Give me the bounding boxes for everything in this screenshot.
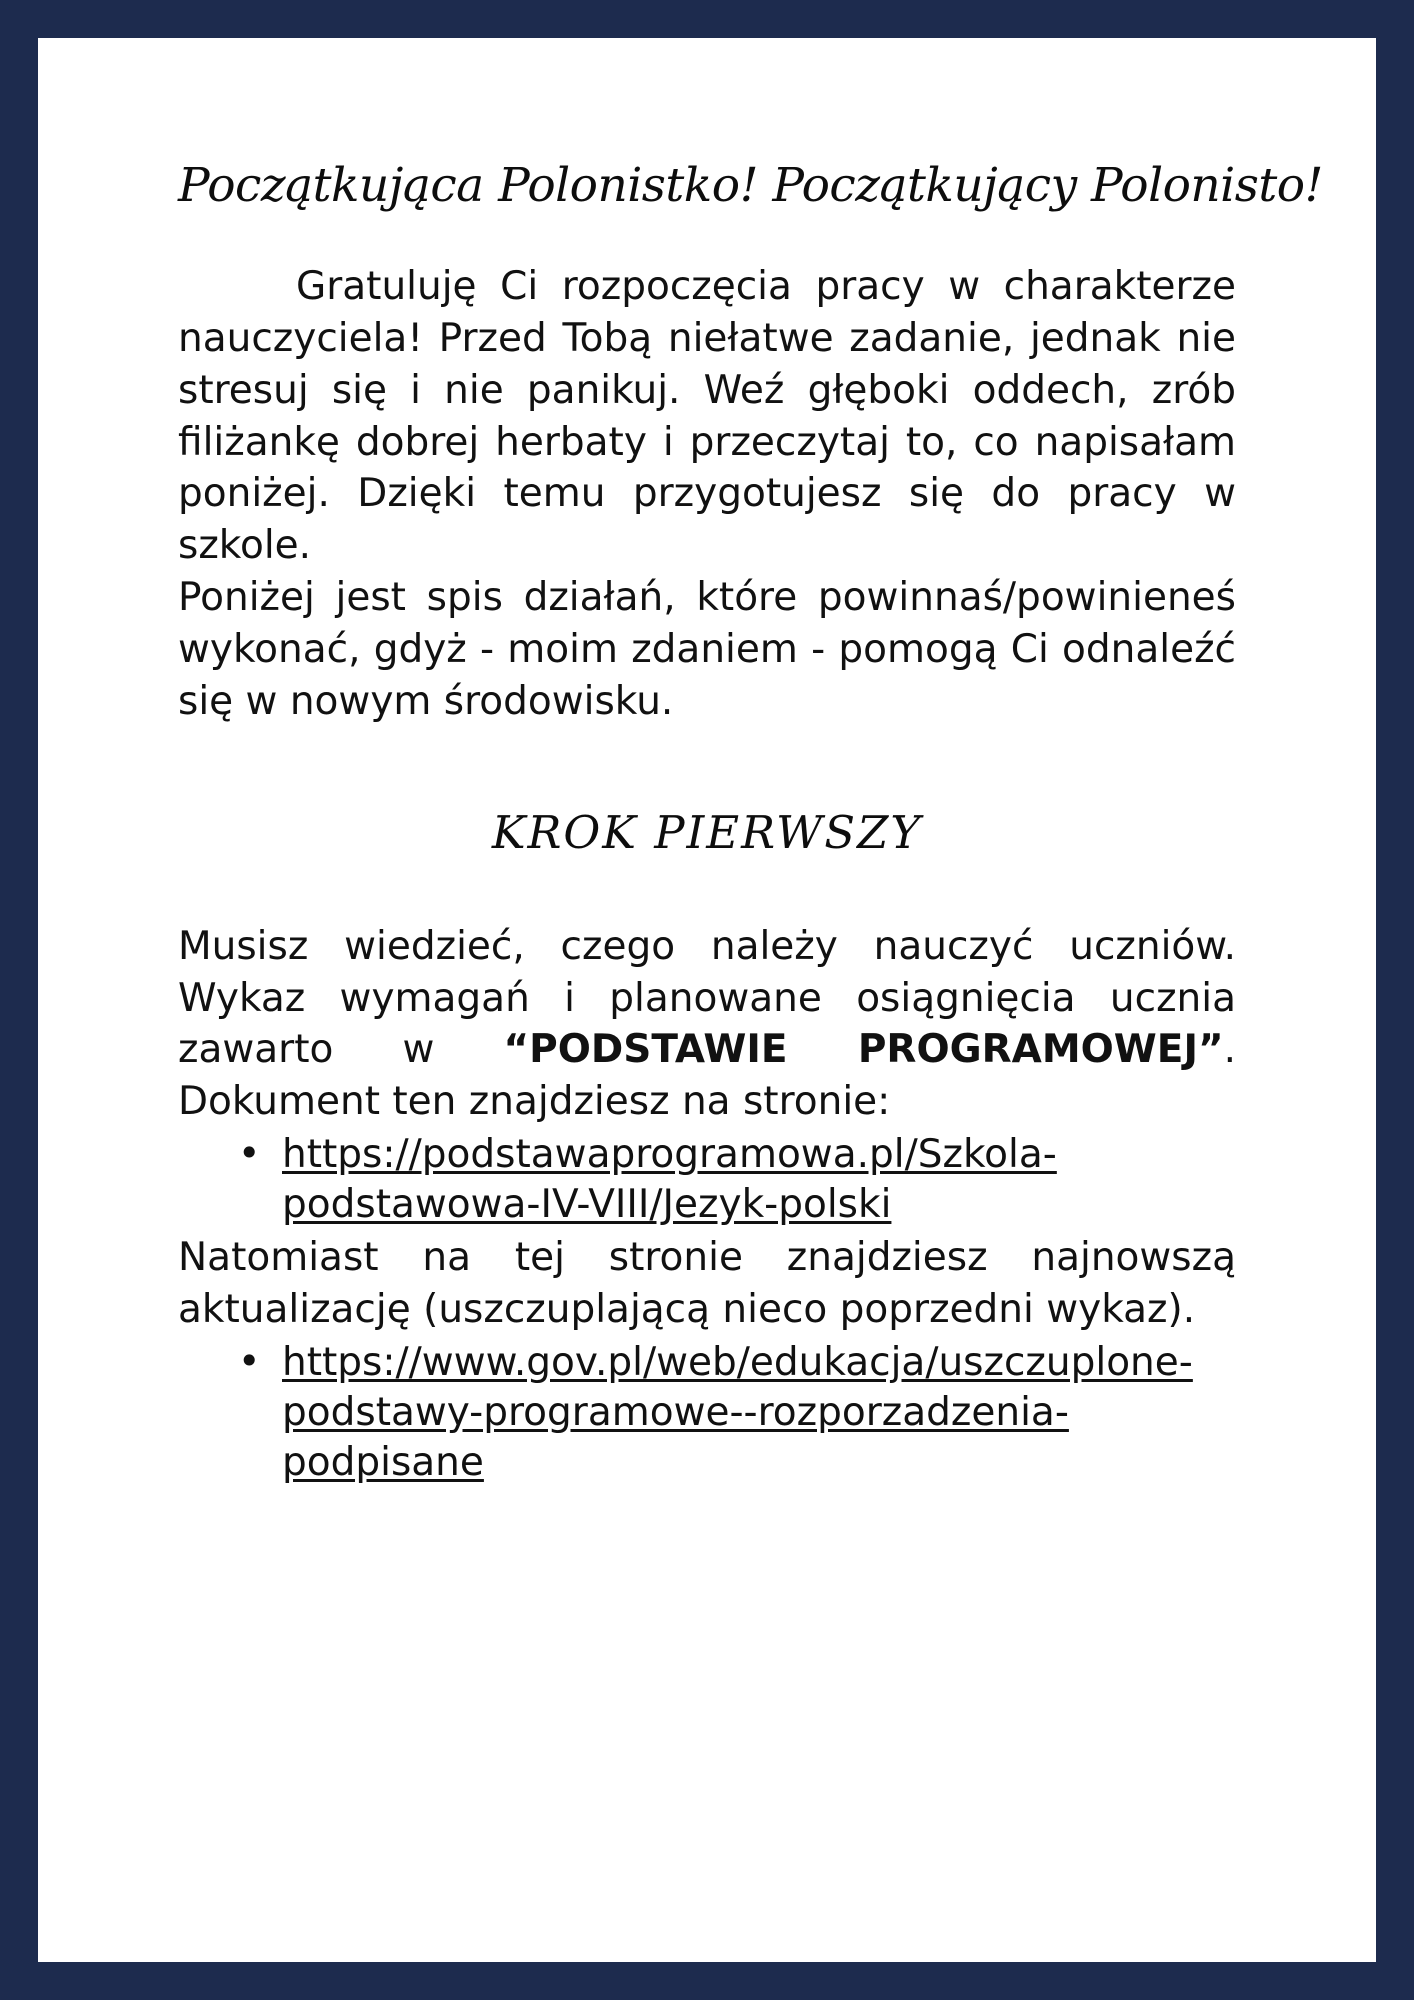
intro-paragraph-1: Gratuluję Ci rozpoczęcia pracy w charakterze nauczyciela! Przed Tobą niełatwe zadanie, jednak nie stresuj się i nie panikuj. Weź głęboki oddech, zrób filiżankę dobrej herbaty i przeczytaj to, co napisałam poniżej. Dzięki temu przygotujesz się do pracy w szkole. [178, 264, 1236, 569]
link-list-second [178, 1338, 1236, 1488]
podstawa-programowa-emphasis: “PODSTAWIE PROGRAMOWEJ” [503, 1027, 1224, 1073]
document-content [38, 38, 1376, 1487]
page-title: Początkująca Polonistko! Początkujący Polonisto! [178, 158, 1323, 213]
list-item[interactable] [216, 1338, 1236, 1488]
intro-paragraph-2: Poniżej jest spis działań, które powinnaś/powinieneś wykonać, gdyż - moim zdaniem - pomogą Ci odnaleźć się w nowym środowisku. [178, 575, 1236, 724]
section-title-krok-pierwszy: KROK PIERWSZY [491, 805, 923, 859]
list-item[interactable] [216, 1130, 1236, 1230]
step-one-paragraph [178, 921, 1236, 1128]
step-one-text-after-bold: . Dokument ten znajdziesz na stronie: [178, 1027, 1236, 1125]
step-one-text-before-bold: Musisz wiedzieć, czego należy nauczyć uczniów. Wykaz wymagań i planowane osiągnięcia ucznia zawarto w [178, 923, 1236, 1073]
link-gov-uszczuplone-podstawy[interactable]: https://www.gov.pl/web/edukacja/uszczuplone-podstawy-programowe--rozporzadzenia-podpisane [282, 1339, 1193, 1485]
link-list-first [178, 1130, 1236, 1230]
step-one-middle-paragraph: Natomiast na tej stronie znajdziesz najnowszą aktualizację (uszczuplającą nieco poprzedni wykaz). [178, 1234, 1236, 1332]
link-podstawa-programowa[interactable]: https://podstawaprogramowa.pl/Szkola-podstawowa-IV-VIII/Jezyk-polski [282, 1132, 1057, 1228]
document-page [38, 38, 1376, 1962]
